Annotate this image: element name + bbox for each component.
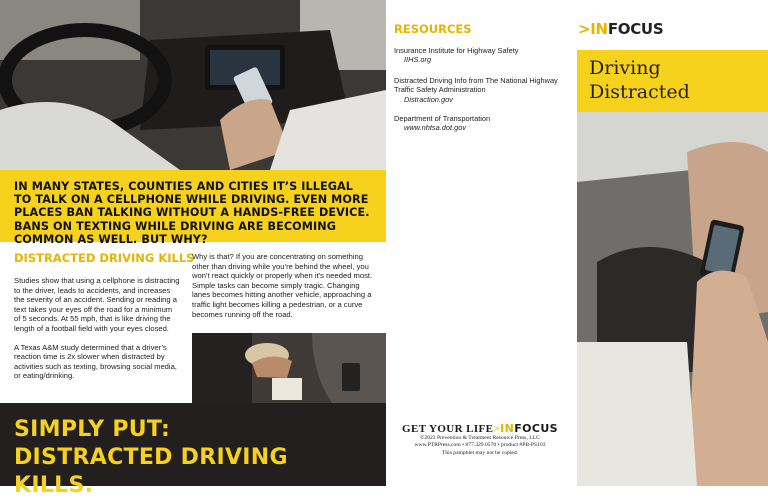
copyright-text: ©2023 Prevention & Treatment Resource Press, LLC (420, 435, 540, 442)
resource-item-iihs (394, 46, 566, 65)
copy-notice: This pamphlet may not be copied. (441, 449, 519, 456)
brand-chevron: > (493, 423, 501, 435)
cover-title-band (577, 50, 768, 112)
paragraph-why: Why is that? If you are concentrating on something other than driving while you’re behind the wheel, you won’t react quickly or properly when it’s needed most. Simple tasks can become simply tragic. Changing lanes becomes hitting another vehicle, approaching a traffic light becomes killing a pedestrian, or a curve becomes running off the road. (192, 252, 373, 319)
brand-in: IN (500, 422, 515, 435)
resource-url: www.nhtsa.dot.gov (404, 123, 467, 133)
simply-put-band (0, 403, 386, 498)
cover-driver-photo (577, 112, 768, 486)
simply-put-line2: DISTRACTED DRIVING KILLS. (14, 445, 288, 498)
eating-while-driving-photo (192, 333, 386, 403)
logo-focus: FOCUS (607, 20, 664, 38)
resource-name: Insurance Institute for Highway Safety (394, 46, 519, 55)
intro-callout (0, 170, 386, 246)
brand-logo (394, 422, 566, 435)
right-text-column (192, 252, 374, 319)
intro-callout-text: IN MANY STATES, COUNTIES AND CITIES IT’S ILLEGAL TO TALK ON A CELLPHONE WHILE DRIVING. EVEN MORE PLACES BAN TALKING WITHOUT A HANDS-FREE DEVICE. BANS ON TEXTING WHILE DRIVING ARE BECOMING COMMON AS WELL. BUT WHY? (14, 180, 370, 246)
brand-prefix: GET YOUR LIFE (402, 423, 494, 435)
contact-text: www.PTRPress.com • 877.329.0570 • product #PB-PS103 (414, 442, 546, 449)
brand-focus: FOCUS (514, 422, 558, 435)
simply-put-line1: SIMPLY PUT: (14, 417, 171, 442)
cover-title-line2: Distracted (589, 81, 690, 103)
logo-in: IN (590, 20, 608, 38)
cover-title-line1: Driving (589, 57, 661, 79)
paragraph-texas-study: A Texas A&M study determined that a driver’s reaction time is 2x slower when distracted by activities such as texting, browsing social media, or eating/drinking. (14, 342, 177, 381)
resource-url: Distraction.gov (404, 94, 453, 104)
paragraph-studies: Studies show that using a cellphone is distracting to the driver, leads to accidents, and increases the severity of an accident. Sending or reading a text takes your eyes off the road for a minimum of 5 seconds. At 55 mph, that is like driving the length of a football field with your eyes closed. (14, 276, 180, 333)
resource-item-dot (394, 114, 566, 133)
resource-name: Department of Transportation (394, 114, 491, 123)
left-text-column (14, 276, 180, 381)
driver-texting-photo (0, 0, 386, 170)
logo-chevron: > (578, 20, 591, 38)
resource-item-nhtsa (394, 76, 566, 104)
resource-name: Distracted Driving Info from The National Highway Traffic Safety Administration (394, 76, 558, 95)
infocus-logo (578, 20, 663, 38)
resources-heading: RESOURCES (394, 22, 472, 36)
resource-url: IIHS.org (404, 55, 432, 65)
publisher-footer (394, 422, 566, 457)
section-heading: DISTRACTED DRIVING KILLS (14, 251, 195, 265)
